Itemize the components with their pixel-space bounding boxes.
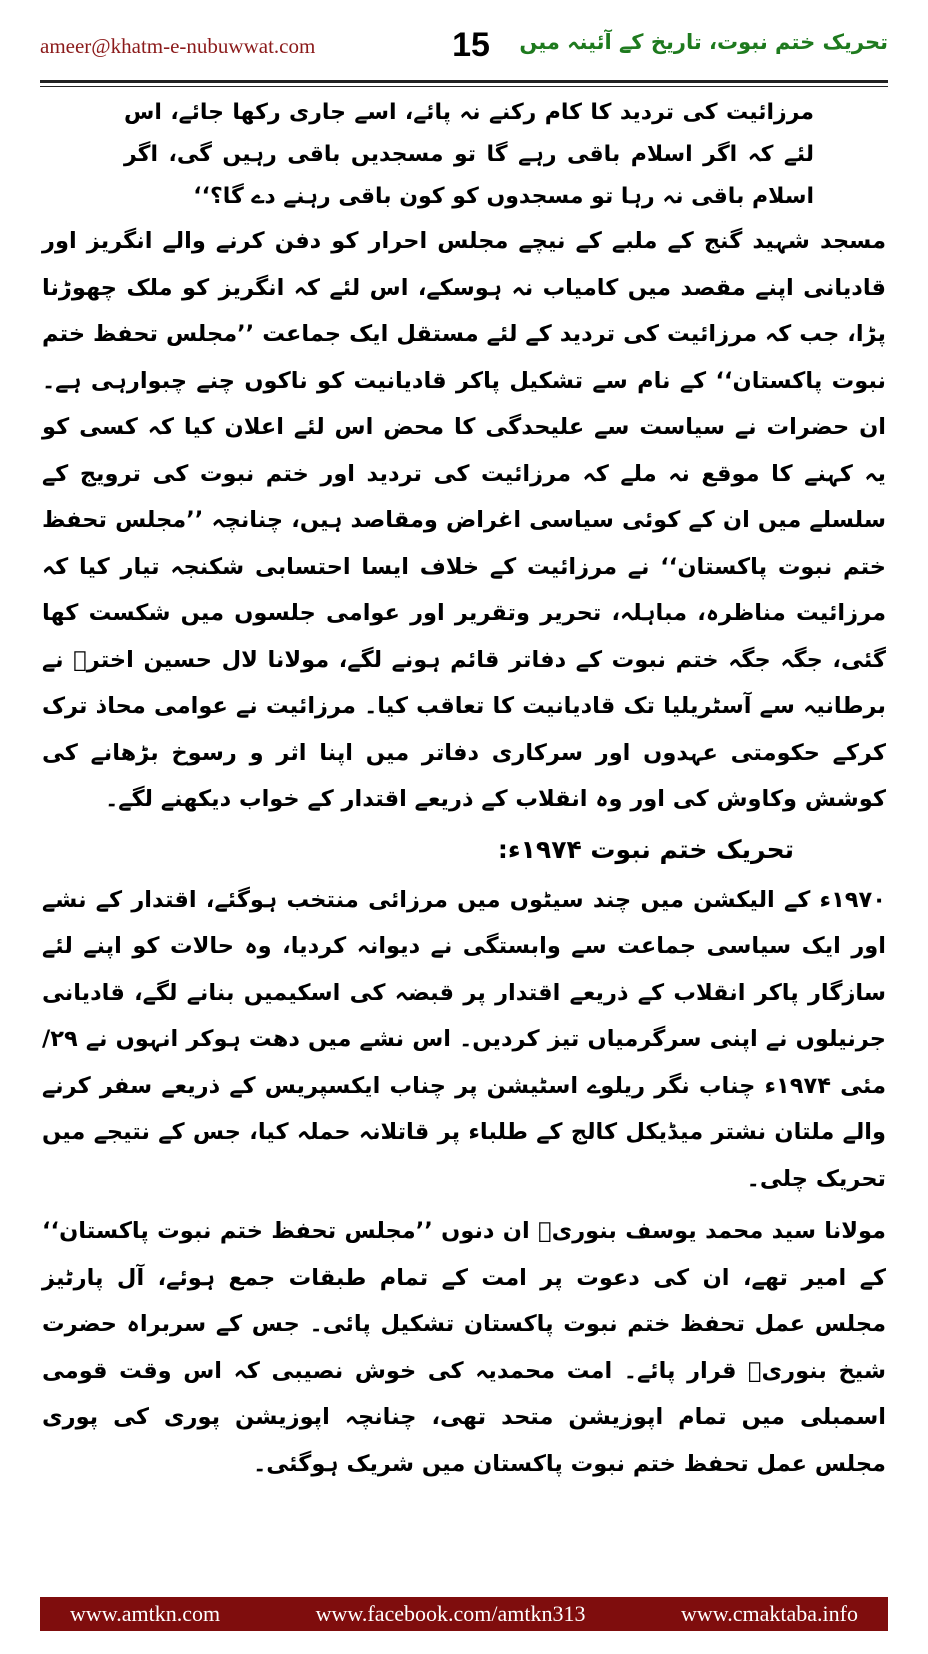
- header-divider: [40, 80, 888, 83]
- paragraph-3: مولانا سید محمد یوسف بنوریؒ ان دنوں ’’مجلس تحفظ ختم نبوت پاکستان‘‘ کے امیر تھے، ان کی دعوت پر امت کے تمام طبقات جمع ہوئے، آل پارٹیز مجلس عمل تحفظ ختم نبوت پاکستان تشکیل پائی۔ جس کے سربراہ حضرت شیخ بنوریؒ قرار پائے۔ امت محمدیہ کی خوش نصیبی کہ اس وقت قومی اسمبلی میں تمام اپوزیشن متحد تھی، چنانچہ اپوزیشن پوری کی پوری مجلس عمل تحفظ ختم نبوت پاکستان میں شریک ہوگئی۔: [42, 1218, 886, 1477]
- paragraph-2: ۱۹۷۰ء کے الیکشن میں چند سیٹوں میں مرزائی منتخب ہوگئے، اقتدار کے نشے اور ایک سیاسی جماعت سے وابستگی نے دیوانہ کردیا، وہ حالات کو اپنے لئے سازگار پاکر انقلاب کے ذریعے اقتدار پر قبضہ کی اسکیمیں بنانے لگے، قادیانی جرنیلوں نے اپنی سرگرمیاں تیز کردیں۔ اس نشے میں دھت ہوکر انہوں نے ۲۹/مئی ۱۹۷۴ء چناب نگر ریلوے اسٹیشن پر چناب ایکسپریس کے ذریعے سفر کرنے والے ملتان نشتر میڈیکل کالج کے طلباء پر قاتلانہ حملہ کیا، جس کے نتیجے میں تحریک چلی۔: [42, 886, 887, 1192]
- page-header: [40, 22, 888, 74]
- footer-link-facebook[interactable]: www.facebook.com/amtkn313: [315, 1601, 586, 1626]
- footer-link-amtkn[interactable]: www.amtkn.com: [70, 1601, 221, 1626]
- header-divider-thin: [40, 86, 888, 87]
- footer-link-cmaktaba[interactable]: www.cmaktaba.info: [681, 1601, 858, 1626]
- page-body: [42, 92, 886, 1487]
- paragraph-1: مسجد شہید گنج کے ملبے کے نیچے مجلس احرار کو دفن کرنے والے انگریز اور قادیانی اپنے مقصد میں کامیاب نہ ہوسکے، اس لئے کہ انگریز کو ملک چھوڑنا پڑا، جب کہ مرزائیت کی تردید کے لئے مستقل ایک جماعت ’’مجلس تحفظ ختم نبوت پاکستان‘‘ کے نام سے تشکیل پاکر قادیانیت کو ناکوں چنے چبوارہی ہے۔ ان حضرات نے سیاست سے علیحدگی کا محض اس لئے اعلان کیا کہ کسی کو یہ کہنے کا موقع نہ ملے کہ مرزائیت کی تردید اور ختم نبوت کی ترویج کے سلسلے میں ان کے کوئی سیاسی اغراض ومقاصد ہیں، چنانچہ ’’مجلس تحفظ ختم نبوت پاکستان‘‘ نے مرزائیت کے خلاف ایسا احتسابی شکنجہ تیار کیا کہ مرزائیت مناظرہ، مباہلہ، تحریر وتقریر اور عوامی جلسوں میں شکست کھا گئی، جگہ جگہ ختم نبوت کے دفاتر قائم ہونے لگے، مولانا لال حسین اخترؒ نے برطانیہ سے آسٹریلیا تک قادیانیت کا تعاقب کیا۔ مرزائیت نے عوامی محاذ ترک کرکے حکومتی عہدوں اور سرکاری دفاتر میں اپنا اثر و رسوخ بڑھانے کی کوشش وکاوش کی اور وہ انقلاب کے ذریعے اقتدار کے خواب دیکھنے لگے۔: [42, 228, 886, 812]
- section-heading: تحریک ختم نبوت ۱۹۷۴ء:: [497, 834, 794, 864]
- page-number: 15: [452, 26, 490, 64]
- book-title: تحریک ختم نبوت، تاریخ کے آئینہ میں: [519, 30, 888, 54]
- header-email[interactable]: ameer@khatm-e-nubuwwat.com: [40, 34, 316, 58]
- quote-block: مرزائیت کی تردید کا کام رکنے نہ پائے، اسے جاری رکھا جائے، اس لئے کہ اگر اسلام باقی رہے گا تو مسجدیں باقی رہیں گی، اگر اسلام باقی نہ رہا تو مسجدوں کو کون باقی رہنے دے گا؟‘‘: [124, 100, 814, 209]
- page-footer: [40, 1597, 888, 1631]
